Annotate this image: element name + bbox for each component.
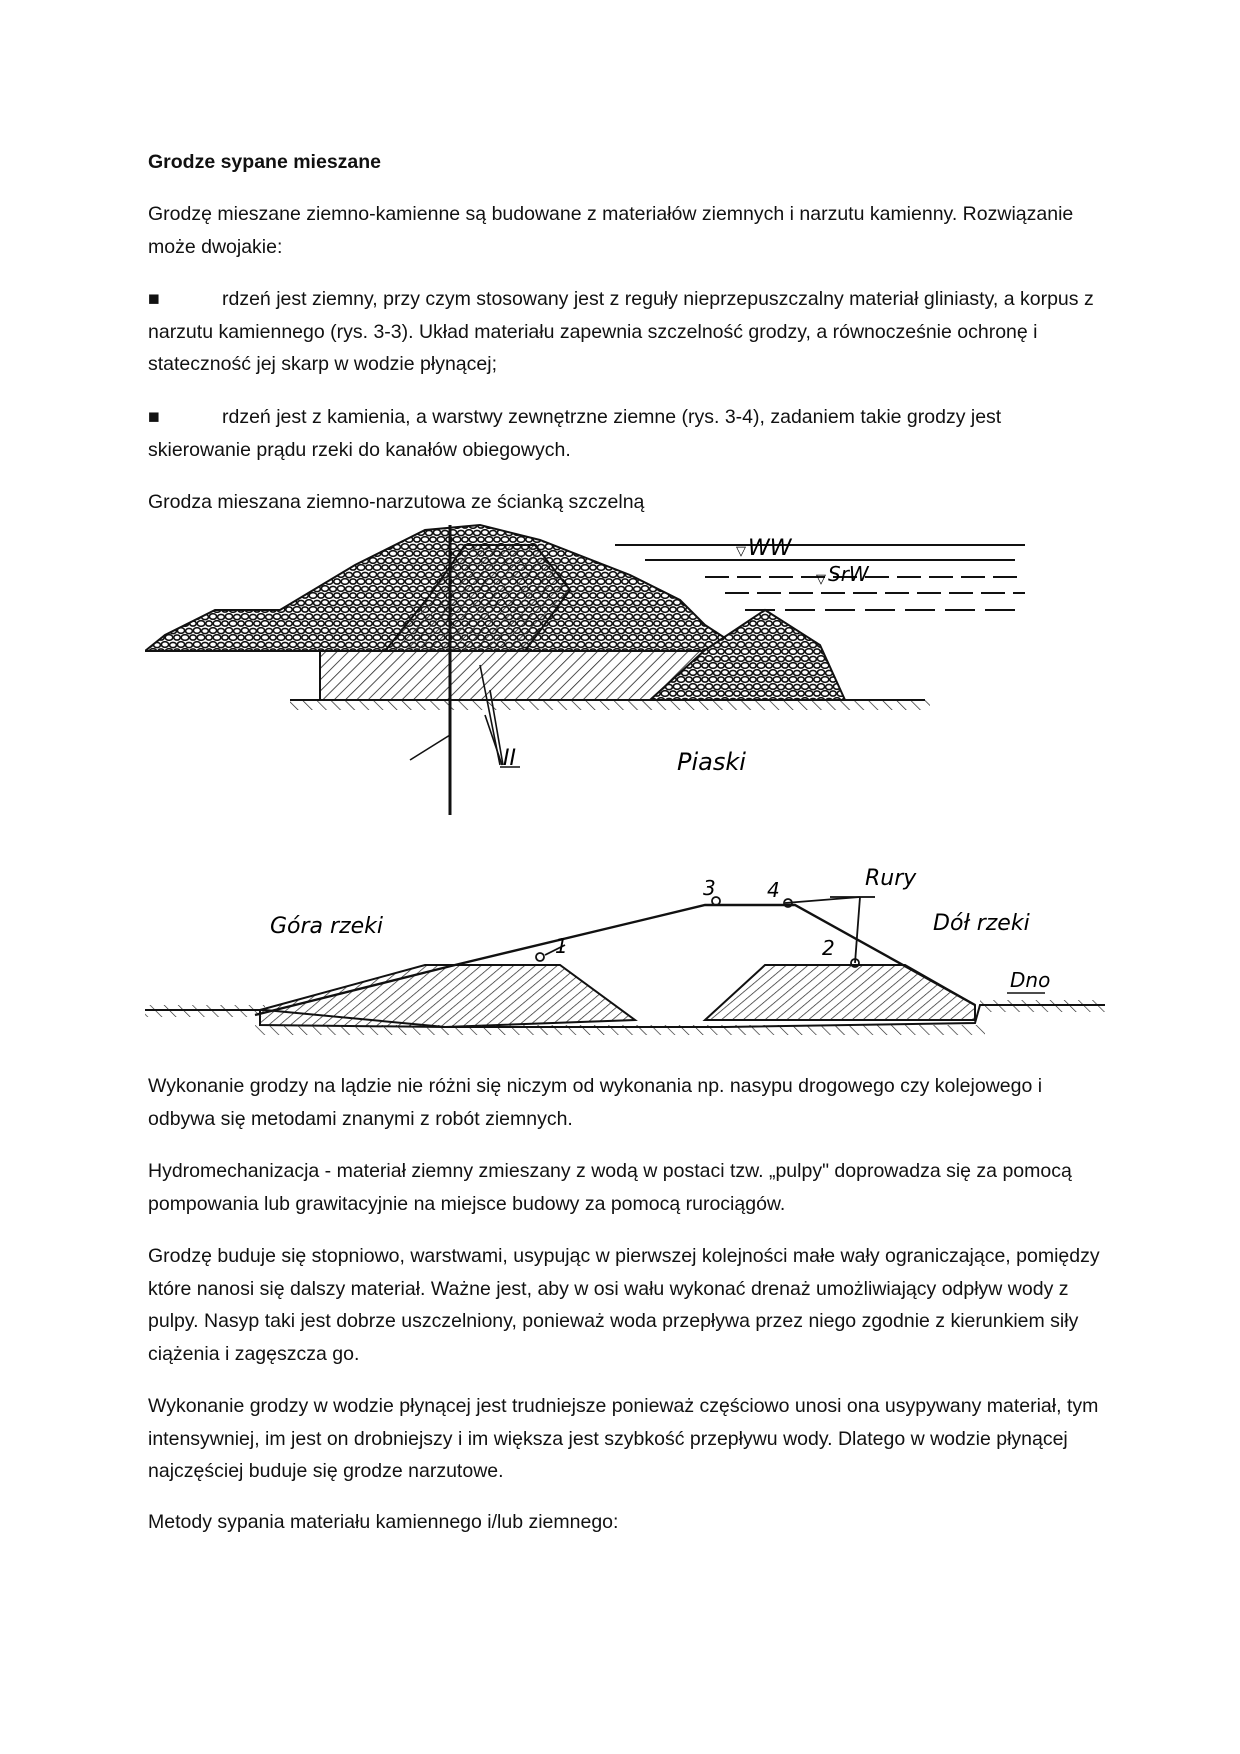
- point-1-label: 1: [555, 934, 568, 958]
- right-embankment: [705, 965, 975, 1020]
- bullet-item-earth-core: [148, 283, 1108, 381]
- paragraph-hydromechanization: Hydromechanizacja - materiał ziemny zmieszany z wodą w postaci tzw. „pulpy" doprowadza się za pomocą pompowania lub grawitacyjnie na miejsce budowy za pomocą rurociągów.: [148, 1160, 1072, 1215]
- point-3-label: 3: [703, 876, 716, 900]
- paragraph-flowing-water: Wykonanie grodzy w wodzie płynącej jest trudniejsze ponieważ częściowo unosi ona usypywany materiał, tym intensywniej, im jest on drobniejszy i im większa jest szybkość przepływu wody. Dlatego w wodzie płynącej najczęściej buduje się grodze narzutowe.: [148, 1395, 1099, 1482]
- left-embankment: [260, 965, 635, 1027]
- bullet-item-stone-core: [148, 401, 1108, 466]
- intro-paragraph: Grodzę mieszane ziemno-kamienne są budowane z materiałów ziemnych i narzutu kamienny. Rozwiązanie może dwojakie:: [148, 203, 1074, 258]
- paragraph-land-construction: Wykonanie grodzy na lądzie nie różni się niczym od wykonania np. nasypu drogowego czy kolejowego i odbywa się metodami znanymi z robót ziemnych.: [148, 1075, 1043, 1130]
- ground-layer: [290, 700, 930, 710]
- label-dno: Dno: [1010, 968, 1051, 992]
- water-level-symbol-ww: ▽: [736, 544, 746, 559]
- cofferdam-cross-section-figure: [145, 515, 1025, 835]
- bullet-text: rdzeń jest z kamienia, a warstwy zewnętrzne ziemne (rys. 3-4), zadaniem takie grodzy jest skierowanie prądu rzeki do kanałów obiegowych.: [148, 406, 1002, 461]
- bullet-text: rdzeń jest ziemny, przy czym stosowany jest z reguły nieprzepuszczalny materiał gliniasty, a korpus z narzutu kamiennego (rys. 3-3). Układ materiału zapewnia szczelność grodzy, a równocześnie ochronę i stateczność jej skarp w wodzie płynącej;: [148, 288, 1094, 375]
- label-piaski: Piaski: [677, 748, 746, 776]
- bullet-mark: ■: [148, 288, 160, 310]
- figure-caption: Grodza mieszana ziemno-narzutowa ze ścianką szczelną: [148, 491, 645, 513]
- label-ii: II: [503, 746, 516, 771]
- water-level-symbol-srw: ▽: [816, 572, 826, 587]
- paragraph-methods: Metody sypania materiału kamiennego i/lub ziemnego:: [148, 1511, 619, 1533]
- point-4-label: 4: [767, 878, 780, 902]
- label-ww: WW: [748, 536, 792, 561]
- label-dol-rzeki: Dół rzeki: [933, 911, 1030, 936]
- point-2-label: 2: [822, 936, 835, 960]
- label-srw: SrW: [828, 562, 869, 586]
- label-rury: Rury: [865, 866, 917, 891]
- bullet-mark: ■: [148, 406, 160, 428]
- hydraulic-fill-figure: [145, 845, 1105, 1055]
- label-gora-rzeki: Góra rzeki: [270, 914, 384, 939]
- paragraph-layered-construction: Grodzę buduje się stopniowo, warstwami, usypując w pierwszej kolejności małe wały ograniczające, pomiędzy które nanosi się dalszy materiał. Ważne jest, aby w osi wału wykonać drenaż umożliwiający odpływ wody z pulpy. Nasyp taki jest dobrze uszczelniony, ponieważ woda przepływa przez niego zgodnie z kierunkiem siły ciążenia i zagęszcza go.: [148, 1245, 1100, 1365]
- section-heading: Grodze sypane mieszane: [148, 151, 382, 173]
